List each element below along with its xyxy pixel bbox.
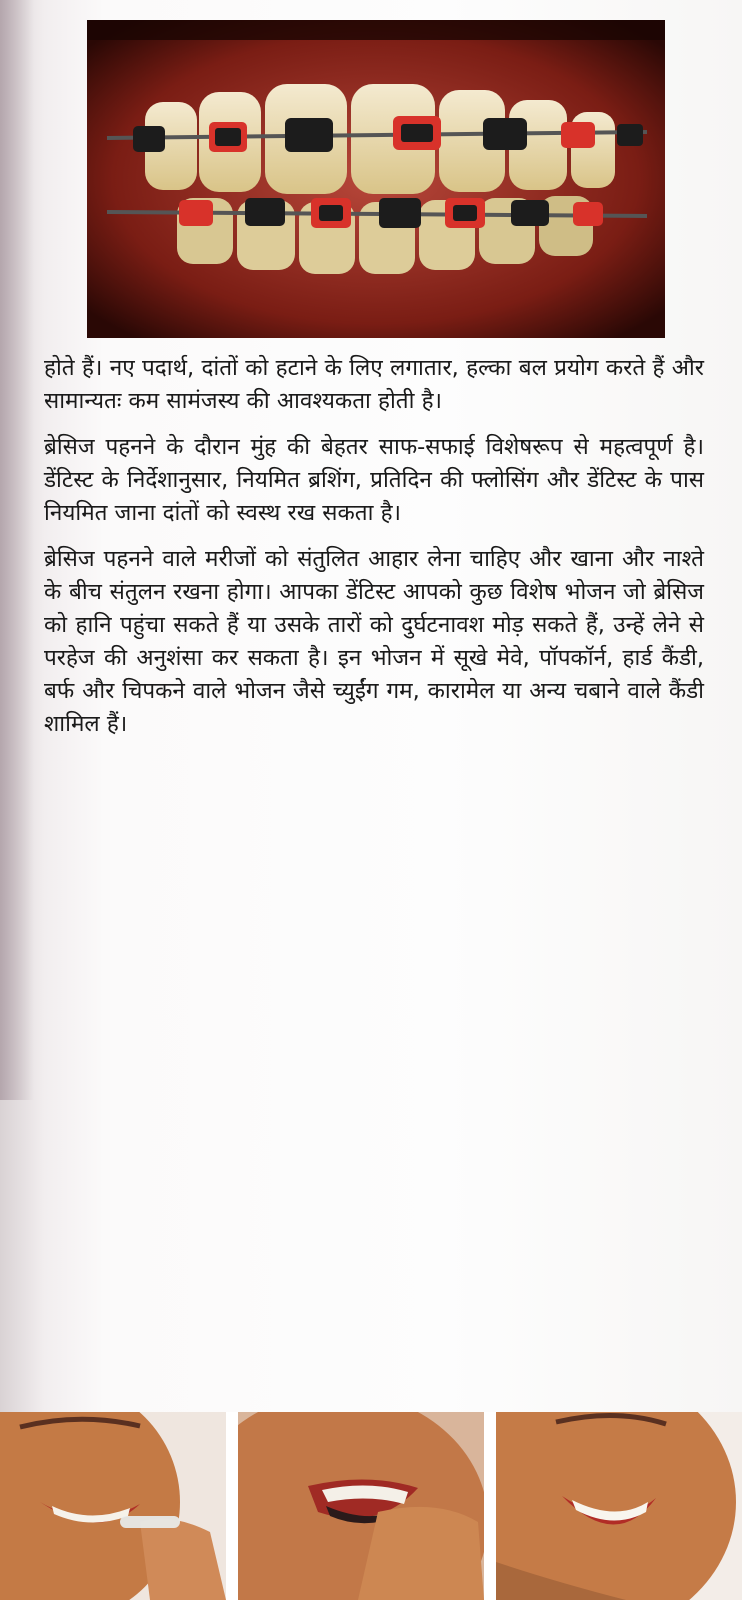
paragraph-diet: ब्रेसिज पहनने वाले मरीजों को संतुलित आहार लेना चाहिए और खाना और नाश्ते के बीच संतुलन रखना होगा। आपका डेंटिस्ट आपको कुछ विशेष भोजन जो ब्रेसिज को हानि पहुंचा सकते हैं या उसके तारों को दुर्घटनावश मोड़ सकते हैं, उन्हें लेने से परहेज की अनुशंसा कर सकता है। इन भोजन में सूखे मेवे, पॉपकॉर्न, हार्ड कैंडी, बर्फ और चिपकने वाले भोजन जैसे च्युईंग गम, कारामेल या अन्य चबाने वाले कैंडी शामिल हैं। (44, 546, 704, 737)
paragraph-materials: होते हैं। नए पदार्थ, दांतों को हटाने के लिए लगातार, हल्का बल प्रयोग करते हैं और सामान्यतः कम सामंजस्य की आवश्यकता होती है। (44, 355, 704, 414)
paragraph-oral-hygiene: ब्रेसिज पहनने के दौरान मुंह की बेहतर साफ-सफाई विशेषरूप से महत्वपूर्ण है। डेंटिस्ट के निर्देशानुसार, नियमित ब्रशिंग, प्रतिदिन की फ्लोसिंग और डेंटिस्ट के पास नियमित जाना दांतों को स्वस्थ रख सकता है। (44, 434, 704, 526)
braces-photo (87, 20, 665, 338)
smile-photo-strip (0, 1412, 742, 1600)
page-fold-shadow (0, 0, 34, 1100)
smile-photo-1 (0, 1412, 226, 1600)
braces-photo-illustration (87, 20, 665, 338)
article-body (44, 352, 704, 754)
smile-photo-2 (238, 1412, 484, 1600)
smile-photo-3 (496, 1412, 742, 1600)
